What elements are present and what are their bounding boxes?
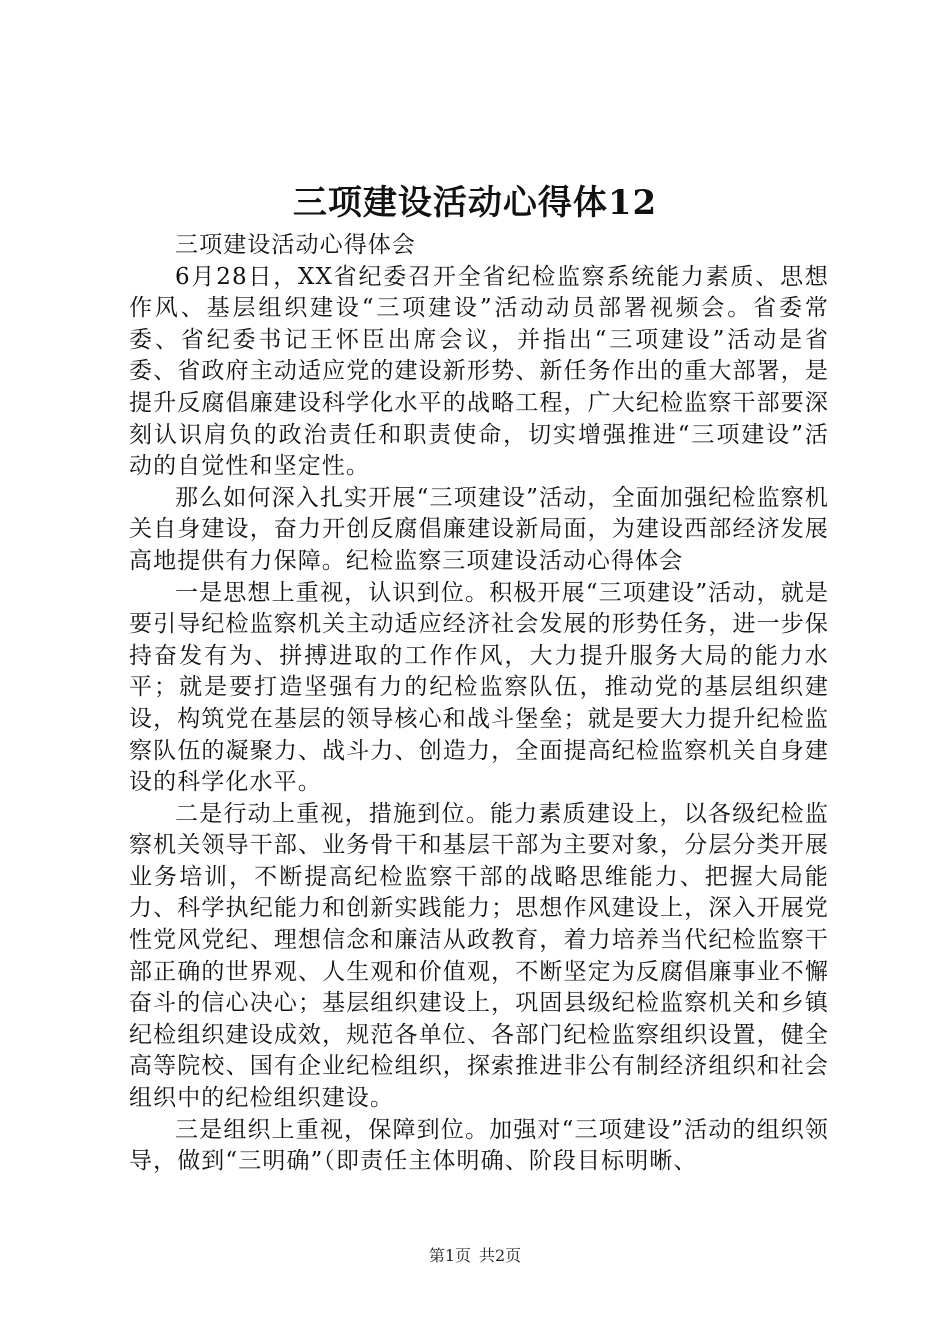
page-number-total: 共2页 [479,1246,522,1265]
document-body [129,230,829,1178]
paragraph: 三是组织上重视，保障到位。加强对“三项建设”活动的组织领导，做到“三明确”（即责任主体明确、阶段目标明晰、 [129,1116,829,1175]
paragraph: 二是行动上重视，措施到位。能力素质建设上，以各级纪检监察机关领导干部、业务骨干和基层干部为主要对象，分层分类开展业务培训，不断提高纪检监察干部的战略思维能力、把握大局能力、科学执纪能力和创新实践能力；思想作风建设上，深入开展党性党风党纪、理想信念和廉洁从政教育，着力培养当代纪检监察干部正确的世界观、人生观和价值观，不断坚定为反腐倡廉事业不懈奋斗的信心决心；基层组织建设上，巩固县级纪检监察机关和乡镇纪检组织建设成效，规范各单位、各部门纪检监察组织设置，健全高等院校、国有企业纪检组织，探索推进非公有制经济组织和社会组织中的纪检组织建设。 [129,800,829,1112]
paragraph: 那么如何深入扎实开展“三项建设”活动，全面加强纪检监察机关自身建设，奋力开创反腐倡廉建设新局面，为建设西部经济发展高地提供有力保障。纪检监察三项建设活动心得体会 [129,484,829,574]
page-number-current: 第1页 [428,1246,471,1265]
paragraph: 6月28日，XX省纪委召开全省纪检监察系统能力素质、思想作风、基层组织建设“三项建设”活动动员部署视频会。省委常委、省纪委书记王怀臣出席会议，并指出“三项建设”活动是省委、省政府主动适应党的建设新形势、新任务作出的重大部署，是提升反腐倡廉建设科学化水平的战略工程，广大纪检监察干部要深刻认识肩负的政治责任和职责使命，切实增强推进“三项建设”活动的自觉性和坚定性。 [129,263,829,480]
document-subtitle: 三项建设活动心得体会 [175,232,416,258]
page-footer [0,1245,950,1267]
document-title: 三项建设活动心得体12 [292,183,658,223]
paragraph: 一是思想上重视，认识到位。积极开展“三项建设”活动，就是要引导纪检监察机关主动适应经济社会发展的形势任务，进一步保持奋发有为、拼搏进取的工作作风，大力提升服务大局的能力水平；就是要打造坚强有力的纪检监察队伍，推动党的基层组织建设，构筑党在基层的领导核心和战斗堡垒；就是要大力提升纪检监察队伍的凝聚力、战斗力、创造力，全面提高纪检监察机关自身建设的科学化水平。 [129,579,829,796]
